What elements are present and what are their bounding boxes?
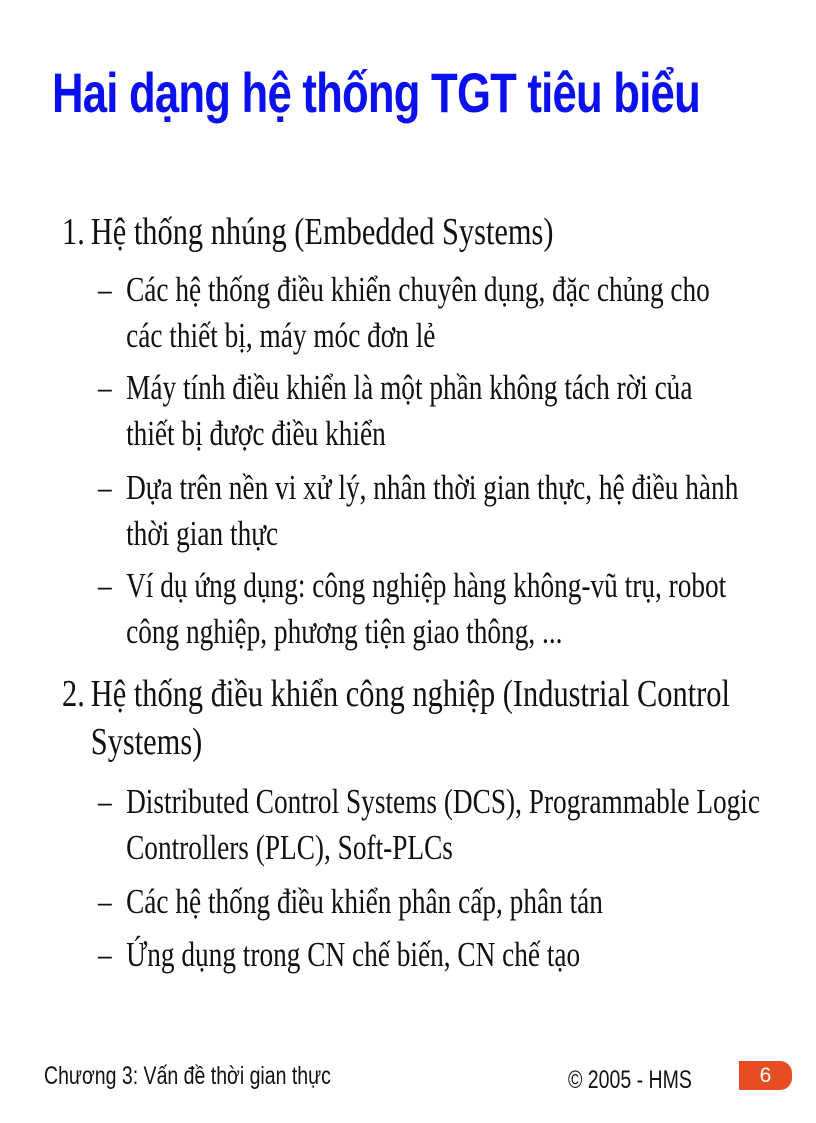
sub-item-line2: thiết bị được điều khiển (126, 414, 386, 453)
sub-item (98, 267, 710, 359)
footer-copyright: © 2005 - HMS (568, 1066, 692, 1094)
sub-item-line1: Các hệ thống điều khiển chuyên dụng, đặc chủng cho (126, 270, 710, 309)
sub-item-line1: Ứng dụng trong CN chế biến, CN chế tạo (126, 935, 581, 974)
list-item-line2: Systems) (90, 721, 203, 763)
page-number-badge: 6 (739, 1061, 792, 1090)
list-item-1 (62, 208, 554, 256)
slide-title: Hai dạng hệ thống TGT tiêu biểu (52, 61, 700, 124)
sub-item-line1: Máy tính điều khiển là một phần không tách rời của (126, 368, 693, 407)
sub-item (98, 779, 760, 871)
bullet-dash: – (98, 782, 112, 821)
footer-chapter: Chương 3: Vấn đề thời gian thực (44, 1062, 331, 1090)
bullet-dash: – (98, 368, 112, 407)
bullet-dash: – (98, 566, 112, 605)
bullet-dash: – (98, 468, 112, 507)
list-item-number: 1. (62, 211, 85, 253)
sub-item-line2: công nghiệp, phương tiện giao thông, ... (126, 612, 563, 651)
sub-item-line1: Các hệ thống điều khiển phân cấp, phân tán (126, 882, 603, 921)
list-item-text: Hệ thống nhúng (Embedded Systems) (90, 211, 554, 253)
sub-item-line1: Ví dụ ứng dụng: công nghiệp hàng không-vũ trụ, robot (126, 566, 727, 605)
bullet-dash: – (98, 882, 112, 921)
list-item-line1: Hệ thống điều khiển công nghiệp (Industrial Control (90, 673, 730, 715)
sub-item-line1: Distributed Control Systems (DCS), Programmable Logic (126, 782, 761, 821)
list-item-2 (62, 670, 730, 766)
sub-item-line2: các thiết bị, máy móc đơn lẻ (126, 316, 436, 355)
sub-item-line1: Dựa trên nền vi xử lý, nhân thời gian thực, hệ điều hành (126, 468, 739, 507)
list-item-number: 2. (62, 673, 85, 715)
sub-item (98, 932, 580, 978)
sub-item-line2: thời gian thực (126, 514, 279, 553)
sub-item-line2: Controllers (PLC), Soft-PLCs (126, 828, 453, 867)
sub-item (98, 879, 603, 925)
sub-item (98, 465, 738, 557)
bullet-dash: – (98, 270, 112, 309)
sub-item (98, 563, 726, 655)
sub-item (98, 365, 692, 457)
bullet-dash: – (98, 935, 112, 974)
